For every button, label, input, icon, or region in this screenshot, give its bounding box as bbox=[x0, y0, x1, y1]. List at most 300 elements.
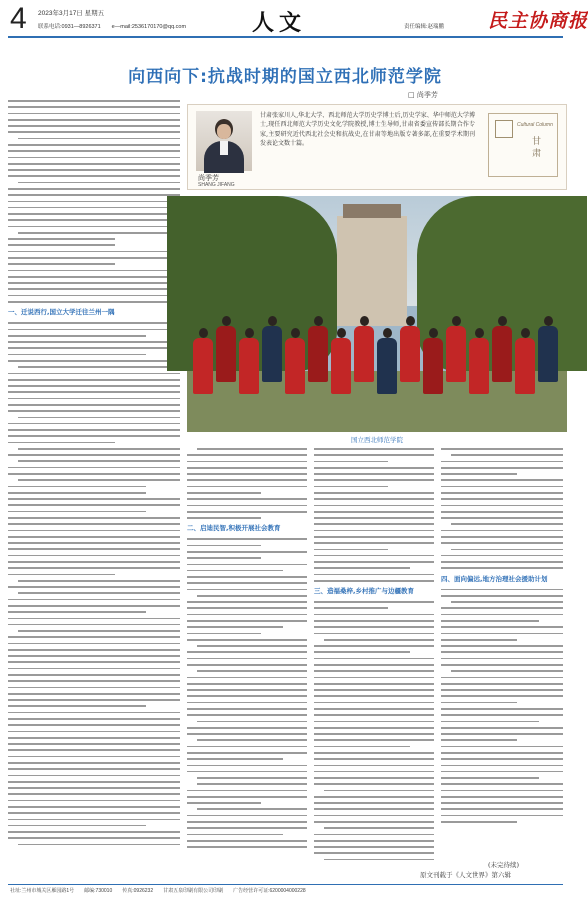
text-line bbox=[8, 800, 180, 802]
graduate-figure bbox=[492, 316, 512, 382]
text-line bbox=[314, 614, 434, 616]
text-line bbox=[187, 765, 307, 767]
to-be-continued: (未完待续) bbox=[488, 861, 520, 869]
text-line bbox=[187, 538, 307, 540]
text-line bbox=[8, 517, 180, 519]
text-line bbox=[8, 775, 180, 777]
text-line bbox=[314, 739, 434, 741]
text-line bbox=[8, 354, 146, 356]
text-line bbox=[8, 655, 180, 657]
text-line bbox=[441, 821, 517, 823]
text-line bbox=[314, 467, 434, 469]
text-line bbox=[8, 498, 180, 500]
text-line bbox=[18, 630, 180, 632]
text-line bbox=[197, 448, 307, 450]
text-line bbox=[441, 530, 563, 532]
text-line bbox=[8, 423, 180, 425]
text-line bbox=[8, 213, 180, 215]
text-line bbox=[8, 680, 180, 682]
text-line bbox=[8, 276, 180, 278]
text-line bbox=[18, 844, 180, 846]
column-4-paragraphs-a bbox=[441, 448, 563, 569]
column-2-paragraphs-b bbox=[187, 538, 307, 847]
text-line bbox=[8, 837, 180, 839]
text-line bbox=[8, 743, 180, 745]
text-line bbox=[314, 758, 434, 760]
text-line bbox=[314, 777, 434, 779]
text-line bbox=[187, 689, 307, 691]
text-line bbox=[441, 683, 563, 685]
text-line bbox=[197, 670, 307, 672]
text-line bbox=[8, 586, 180, 588]
text-line bbox=[187, 708, 307, 710]
text-line bbox=[8, 548, 180, 550]
section-title: 人文 bbox=[252, 10, 307, 36]
graduate-figure bbox=[193, 328, 213, 394]
text-line bbox=[8, 347, 180, 349]
text-line bbox=[441, 498, 563, 500]
text-line bbox=[187, 827, 307, 829]
text-line bbox=[8, 100, 180, 102]
text-line bbox=[314, 542, 434, 544]
text-line bbox=[187, 639, 307, 641]
text-line bbox=[314, 498, 434, 500]
text-line bbox=[314, 633, 434, 635]
masthead bbox=[0, 0, 588, 40]
text-line bbox=[314, 601, 434, 603]
text-line bbox=[314, 620, 434, 622]
text-line bbox=[8, 329, 180, 331]
text-line bbox=[441, 542, 563, 544]
text-line bbox=[8, 244, 115, 246]
text-line bbox=[314, 574, 434, 576]
footer-divider bbox=[8, 884, 563, 885]
text-line bbox=[314, 808, 434, 810]
text-line bbox=[314, 651, 410, 653]
text-line bbox=[8, 731, 180, 733]
text-line bbox=[8, 379, 180, 381]
text-line bbox=[441, 492, 563, 494]
text-line bbox=[187, 620, 307, 622]
graduation-photo bbox=[187, 196, 567, 432]
text-line bbox=[314, 561, 434, 563]
text-line bbox=[314, 689, 434, 691]
text-line bbox=[8, 106, 180, 108]
text-line bbox=[187, 492, 261, 494]
text-line bbox=[8, 643, 180, 645]
graduate-figure bbox=[515, 328, 535, 394]
subhead-3: 三、造福桑梓,乡村推广与边疆教育 bbox=[314, 587, 414, 596]
section-1-paragraphs bbox=[8, 322, 180, 845]
text-line bbox=[8, 542, 180, 544]
text-line bbox=[187, 758, 283, 760]
text-line bbox=[441, 721, 539, 723]
text-line bbox=[441, 639, 517, 641]
text-line bbox=[8, 219, 180, 221]
text-line bbox=[187, 771, 307, 773]
text-line bbox=[441, 626, 563, 628]
graduate-figure bbox=[354, 316, 374, 382]
article-byline: □ 尚季芳 bbox=[408, 91, 438, 99]
text-line bbox=[187, 633, 261, 635]
text-line bbox=[314, 523, 434, 525]
text-line bbox=[314, 677, 434, 679]
text-line bbox=[8, 125, 180, 127]
text-line bbox=[197, 645, 307, 647]
issue-date: 2023年3月17日 星期五 bbox=[38, 10, 105, 17]
text-line bbox=[324, 827, 434, 829]
text-line bbox=[314, 802, 434, 804]
text-line bbox=[441, 733, 563, 735]
text-line bbox=[314, 783, 434, 785]
text-line bbox=[8, 536, 180, 538]
text-line bbox=[441, 461, 563, 463]
text-line bbox=[441, 664, 563, 666]
text-line bbox=[8, 373, 180, 375]
text-line bbox=[314, 695, 434, 697]
graduate-figure bbox=[331, 328, 351, 394]
text-line bbox=[8, 238, 115, 240]
text-line bbox=[441, 746, 563, 748]
text-line bbox=[314, 645, 434, 647]
text-line bbox=[441, 658, 563, 660]
text-line bbox=[187, 714, 307, 716]
text-line bbox=[314, 852, 434, 854]
text-line bbox=[8, 523, 180, 525]
text-line bbox=[314, 771, 434, 773]
text-line bbox=[18, 479, 180, 481]
text-line bbox=[314, 765, 434, 767]
text-line bbox=[314, 727, 434, 729]
text-line bbox=[187, 551, 307, 553]
column-3-paragraphs-a bbox=[314, 448, 434, 582]
text-line bbox=[314, 505, 434, 507]
text-line bbox=[187, 733, 307, 735]
text-line bbox=[187, 564, 307, 566]
text-line bbox=[187, 461, 307, 463]
text-line bbox=[8, 251, 180, 253]
text-line bbox=[441, 505, 563, 507]
text-line bbox=[187, 695, 307, 697]
text-line bbox=[18, 138, 180, 140]
text-line bbox=[314, 746, 410, 748]
text-line bbox=[441, 479, 563, 481]
text-line bbox=[314, 702, 434, 704]
text-line bbox=[18, 182, 180, 184]
text-line bbox=[18, 592, 180, 594]
text-line bbox=[187, 840, 307, 842]
text-line bbox=[187, 511, 307, 513]
text-line bbox=[8, 492, 146, 494]
text-line bbox=[8, 454, 180, 456]
text-line bbox=[441, 758, 563, 760]
text-line bbox=[187, 702, 307, 704]
text-line bbox=[187, 790, 307, 792]
text-line bbox=[441, 815, 563, 817]
text-line bbox=[441, 783, 563, 785]
text-line bbox=[187, 746, 307, 748]
text-line bbox=[441, 739, 517, 741]
text-line bbox=[314, 567, 410, 569]
text-line bbox=[8, 157, 180, 159]
text-line bbox=[441, 555, 563, 557]
text-line bbox=[314, 530, 434, 532]
text-line bbox=[187, 570, 283, 572]
text-line bbox=[187, 683, 307, 685]
photo-caption: 国立西北师范学院 bbox=[351, 436, 403, 444]
text-line bbox=[8, 442, 115, 444]
text-line bbox=[441, 689, 563, 691]
text-line bbox=[8, 812, 180, 814]
text-line bbox=[441, 561, 563, 563]
text-line bbox=[314, 721, 434, 723]
editor-credit: 责任编辑:赵瑞鹏 bbox=[404, 24, 445, 30]
text-line bbox=[187, 821, 307, 823]
text-line bbox=[197, 808, 307, 810]
text-line bbox=[197, 777, 307, 779]
text-line bbox=[187, 601, 307, 603]
intro-paragraphs bbox=[8, 100, 180, 303]
text-line bbox=[314, 821, 434, 823]
text-line bbox=[314, 492, 434, 494]
text-line bbox=[187, 498, 307, 500]
text-line bbox=[187, 614, 307, 616]
text-line bbox=[314, 658, 434, 660]
text-line bbox=[8, 226, 180, 228]
text-line bbox=[441, 677, 563, 679]
text-line bbox=[8, 288, 180, 290]
text-line bbox=[187, 545, 261, 547]
text-line bbox=[8, 257, 180, 259]
text-line bbox=[187, 727, 307, 729]
author-photo bbox=[196, 111, 252, 171]
text-line bbox=[187, 467, 307, 469]
text-line bbox=[8, 756, 180, 758]
text-line bbox=[8, 201, 180, 203]
text-line bbox=[314, 670, 434, 672]
text-line bbox=[8, 194, 180, 196]
graduate-figure bbox=[423, 328, 443, 394]
text-line bbox=[441, 708, 563, 710]
text-line bbox=[187, 802, 261, 804]
graduate-figure bbox=[285, 328, 305, 394]
text-line bbox=[441, 567, 563, 569]
graduate-figure bbox=[400, 316, 420, 382]
text-line bbox=[441, 589, 563, 591]
text-line bbox=[8, 687, 180, 689]
text-line bbox=[314, 486, 388, 488]
text-line bbox=[8, 486, 146, 488]
text-line bbox=[8, 207, 180, 209]
text-line bbox=[8, 163, 180, 165]
text-column-2 bbox=[187, 448, 307, 876]
text-line bbox=[314, 752, 434, 754]
text-line bbox=[18, 366, 180, 368]
text-line bbox=[197, 783, 307, 785]
text-line bbox=[441, 727, 563, 729]
text-line bbox=[314, 607, 388, 609]
text-line bbox=[187, 607, 307, 609]
text-line bbox=[314, 448, 434, 450]
text-line bbox=[8, 282, 180, 284]
text-line bbox=[8, 301, 180, 303]
text-line bbox=[314, 683, 434, 685]
text-line bbox=[8, 530, 180, 532]
text-line bbox=[314, 479, 434, 481]
text-line bbox=[441, 714, 563, 716]
text-line bbox=[8, 712, 180, 714]
text-line bbox=[8, 793, 180, 795]
text-line bbox=[451, 523, 563, 525]
text-line bbox=[8, 693, 180, 695]
graduate-figure bbox=[377, 328, 397, 394]
text-line bbox=[324, 639, 434, 641]
graduate-figure bbox=[308, 316, 328, 382]
text-line bbox=[441, 517, 563, 519]
text-line bbox=[314, 626, 434, 628]
text-line bbox=[314, 580, 434, 582]
text-line bbox=[8, 762, 180, 764]
text-line bbox=[314, 708, 434, 710]
text-line bbox=[314, 733, 434, 735]
text-line bbox=[441, 614, 563, 616]
author-name-pinyin: SHANG JIFANG bbox=[198, 182, 235, 188]
text-line bbox=[8, 270, 180, 272]
text-line bbox=[8, 113, 180, 115]
text-line bbox=[8, 574, 115, 576]
text-line bbox=[441, 802, 563, 804]
text-line bbox=[8, 175, 180, 177]
text-line bbox=[8, 555, 180, 557]
text-line bbox=[8, 599, 180, 601]
text-line bbox=[8, 636, 180, 638]
text-line bbox=[8, 341, 180, 343]
text-line bbox=[314, 511, 434, 513]
text-line bbox=[8, 360, 180, 362]
text-line bbox=[8, 605, 180, 607]
text-line bbox=[314, 846, 434, 848]
text-line bbox=[8, 724, 180, 726]
graduate-figure bbox=[469, 328, 489, 394]
text-line bbox=[18, 448, 180, 450]
text-line bbox=[8, 322, 180, 324]
text-line bbox=[314, 796, 434, 798]
text-line bbox=[8, 410, 180, 412]
text-line bbox=[187, 651, 307, 653]
text-line bbox=[8, 831, 180, 833]
text-line bbox=[8, 398, 180, 400]
text-line bbox=[187, 557, 261, 559]
text-line bbox=[8, 335, 146, 337]
text-line bbox=[8, 718, 180, 720]
article-headline: 向西向下:抗战时期的国立西北师范学院 bbox=[128, 67, 442, 87]
text-line bbox=[314, 555, 434, 557]
text-line bbox=[187, 589, 307, 591]
text-line bbox=[197, 595, 307, 597]
text-line bbox=[8, 169, 180, 171]
text-line bbox=[18, 417, 180, 419]
text-line bbox=[314, 549, 388, 551]
text-line bbox=[314, 536, 434, 538]
text-line bbox=[314, 473, 434, 475]
text-line bbox=[441, 752, 563, 754]
text-line bbox=[451, 601, 563, 603]
text-line bbox=[441, 607, 563, 609]
text-line bbox=[441, 467, 563, 469]
text-line bbox=[8, 661, 180, 663]
subhead-1: 一、迁说西行,国立大学迁往兰州一隅 bbox=[8, 308, 115, 317]
text-line bbox=[8, 699, 180, 701]
text-line bbox=[441, 796, 563, 798]
text-line bbox=[314, 815, 434, 817]
text-line bbox=[8, 511, 146, 513]
text-line bbox=[8, 825, 146, 827]
text-line bbox=[314, 714, 434, 716]
text-line bbox=[8, 391, 180, 393]
text-line bbox=[8, 567, 180, 569]
text-line bbox=[8, 295, 180, 297]
text-line bbox=[314, 840, 434, 842]
text-line bbox=[441, 651, 563, 653]
author-name: 尚季芳 bbox=[198, 174, 219, 182]
text-line bbox=[314, 454, 434, 456]
text-line bbox=[8, 618, 180, 620]
culture-column-seal bbox=[488, 113, 558, 177]
culture-column-label: Cultural Column bbox=[517, 122, 553, 128]
text-line bbox=[8, 768, 180, 770]
text-line bbox=[8, 188, 180, 190]
graduate-figure bbox=[216, 316, 236, 382]
text-line bbox=[8, 674, 180, 676]
text-line bbox=[324, 859, 434, 861]
text-line bbox=[18, 460, 180, 462]
text-line bbox=[187, 505, 307, 507]
graduate-figure bbox=[262, 316, 282, 382]
text-line bbox=[187, 582, 307, 584]
text-line bbox=[18, 580, 180, 582]
subhead-2: 二、启迪民智,积极开展社会教育 bbox=[187, 524, 281, 533]
author-bio: 甘肃张家川人,华北大学、西北师范大学历史学博士后,历史学家、华中师范大学博士,现任西北师范大学历史文化学院教授,博士生导师,甘肃省委宣传部长期合作专家,主要研究近代西北社会史和抗战史,在甘肃等地出版专著多部,在重要学术期刊发表论文数十篇。 bbox=[260, 112, 475, 147]
text-line bbox=[8, 819, 180, 821]
text-line bbox=[8, 649, 180, 651]
graduate-figure bbox=[538, 316, 558, 382]
text-line bbox=[441, 536, 563, 538]
text-line bbox=[8, 119, 180, 121]
text-line bbox=[451, 670, 563, 672]
text-line bbox=[8, 561, 180, 563]
text-line bbox=[441, 695, 563, 697]
culture-vertical-text: 甘肃 bbox=[530, 136, 540, 160]
text-line bbox=[314, 517, 434, 519]
text-line bbox=[18, 232, 180, 234]
text-line bbox=[441, 511, 563, 513]
text-line bbox=[441, 771, 563, 773]
text-line bbox=[8, 150, 180, 152]
text-line bbox=[8, 404, 180, 406]
seal-square-icon bbox=[495, 120, 513, 138]
text-line bbox=[8, 749, 180, 751]
contact-info: 联系电话:0931—8926371 e—mail:2536170170@qq.com bbox=[38, 24, 187, 30]
text-line bbox=[451, 549, 563, 551]
text-line bbox=[187, 473, 307, 475]
text-line bbox=[8, 787, 180, 789]
text-line bbox=[8, 806, 180, 808]
text-line bbox=[314, 461, 388, 463]
text-line bbox=[441, 790, 563, 792]
text-line bbox=[324, 790, 434, 792]
text-line bbox=[8, 435, 180, 437]
text-column-4 bbox=[441, 448, 563, 858]
